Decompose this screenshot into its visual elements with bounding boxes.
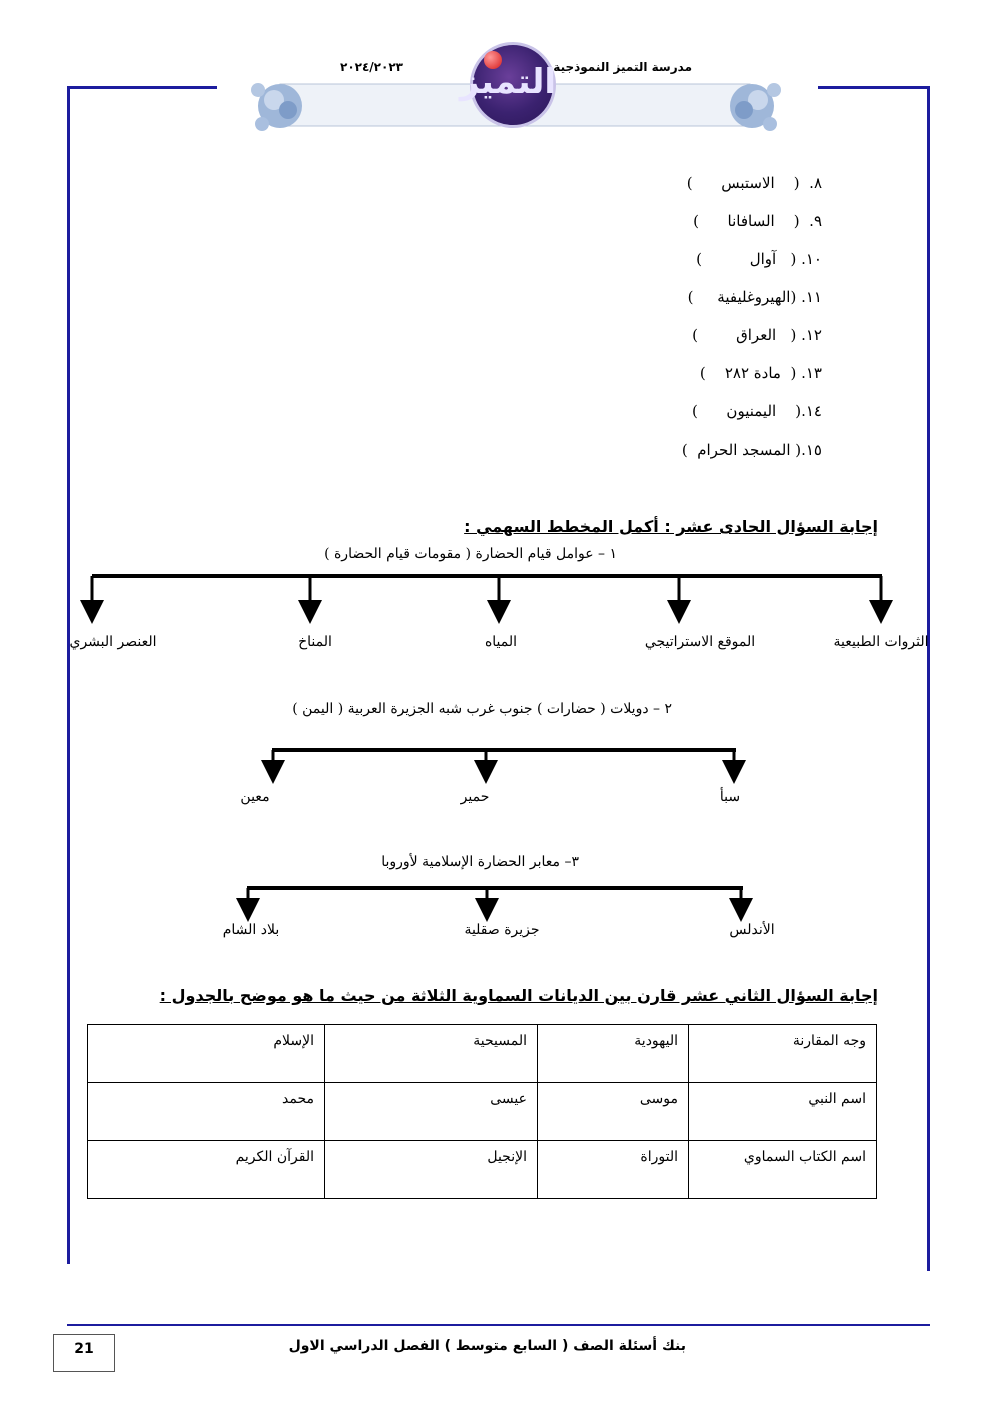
school-name: مدرسة التميز النموذجية [553, 60, 692, 74]
table-cell: المسيحية [325, 1025, 538, 1083]
table-row [88, 1141, 877, 1199]
q12-title: إجابة السؤال الثاني عشر قارن بين الديانات السماوية الثلاثة من حيث ما هو موضح بالجدول : [159, 986, 878, 1005]
list-item: ١٠. ( آوال ) [696, 250, 822, 268]
table-cell: موسى [538, 1083, 689, 1141]
list-item: ٩. ( السافانا ) [693, 212, 822, 230]
list-item: ١٤.( اليمنيون ) [691, 402, 822, 420]
table-row [88, 1083, 877, 1141]
diagram2-label: سبأ [719, 789, 741, 805]
diagram1-label: الموقع الاستراتيجي [644, 634, 756, 650]
page-number: 21 [53, 1334, 115, 1372]
diagram3-label: جزيرة صقلية [464, 922, 540, 938]
table-cell: القرآن الكريم [88, 1141, 325, 1199]
diagram1-heading: ١ – عوامل قيام الحضارة ( مقومات قيام الحضارة ) [324, 546, 617, 562]
table-cell: اسم النبي [689, 1083, 877, 1141]
diagram2-label: حمير [460, 789, 490, 805]
table-cell: الإسلام [88, 1025, 325, 1083]
table-cell: عيسى [325, 1083, 538, 1141]
diagram3-heading: ٣– معابر الحضارة الإسلامية لأوروبا [381, 854, 579, 870]
list-item: ١١. (الهيروغليفية ) [687, 288, 822, 306]
diagram2-label: معين [240, 789, 270, 805]
table-cell: الإنجيل [325, 1141, 538, 1199]
list-item: ١٣. ( مادة ٢٨٢ ) [699, 364, 822, 382]
table-cell: اليهودية [538, 1025, 689, 1083]
diagram1-label: العنصر البشري [69, 634, 157, 650]
table-cell: التوراة [538, 1141, 689, 1199]
diagram3-label: بلاد الشام [222, 922, 280, 938]
comparison-table [87, 1024, 877, 1199]
diagram3-label: الأندلس [729, 922, 775, 938]
diagram1-label: الثروات الطبيعية [833, 634, 929, 650]
logo-text: التميز [459, 62, 556, 102]
frame-bottom [67, 1324, 930, 1326]
diagram1-label: المياه [484, 634, 518, 650]
list-item: ١٢. ( العراق ) [692, 326, 822, 344]
table-cell: محمد [88, 1083, 325, 1141]
list-item: ١٥.( المسجد الحرام ) [681, 441, 822, 459]
table-cell: وجه المقارنة [689, 1025, 877, 1083]
q11-title: إجابة السؤال الحادى عشر : أكمل المخطط السهمي : [464, 517, 878, 536]
school-year: ٢٠٢٤/٢٠٢٣ [340, 60, 403, 74]
table-row [88, 1025, 877, 1083]
diagram2-heading: ٢ – دويلات ( حضارات ) جنوب غرب شبه الجزيرة العربية ( اليمن ) [292, 701, 672, 717]
list-item: ٨. ( الاستبس ) [686, 174, 822, 192]
footer-text: بنك أسئلة الصف ( السابع متوسط ) الفصل الدراسي الاول [288, 1338, 686, 1354]
diagram1-label: المناخ [298, 634, 332, 650]
table-cell: اسم الكتاب السماوي [689, 1141, 877, 1199]
